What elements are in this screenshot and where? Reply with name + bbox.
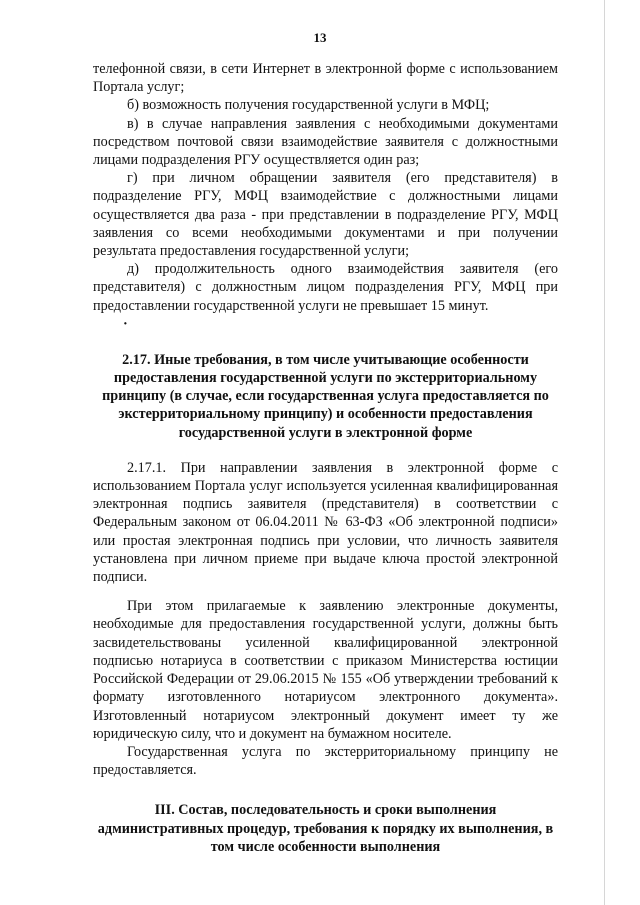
- page-number: 13: [313, 30, 327, 45]
- document-body: [93, 60, 558, 856]
- paragraph-item-v: в) в случае направления заявления с необходимыми документами посредством почтовой связи взаимодействие заявителя с должностными лицами подразделения РГУ осуществляется один раз;: [93, 115, 558, 169]
- stray-dot-mark: ·: [123, 315, 128, 332]
- paragraph-item-d: д) продолжительность одного взаимодействия заявителя (его представителя) с должностным лицом подразделения РГУ, МФЦ при предоставлении государственной услуги не превышает 15 минут.: [93, 261, 558, 314]
- paragraph-2-17-1: 2.17.1. При направлении заявления в электронной форме с использованием Портала услуг используется усиленная квалифицированная электронная подпись заявителя (представителя) в соответствии с Федеральным законом от 06.04.2011 № 63-ФЗ «Об электронной подписи» или простая электронная подпись при условии, что личность заявителя установлена при личном приеме при выдаче ключа простой электронной подписи.: [93, 459, 558, 586]
- paragraph-item-b: б) возможность получения государственной услуги в МФЦ;: [127, 97, 490, 114]
- scan-edge-line: [604, 0, 605, 905]
- section-3-heading: III. Состав, последовательность и сроки выполнения административных процедур, требования к порядку их выполнения, в том числе особенности выполнения: [97, 802, 554, 855]
- section-2-17-heading: 2.17. Иные требования, в том числе учитывающие особенности предоставления государственной услуги по экстерриториальному принципу (в случае, если государственная услуга предоставляется по экстерриториальному принципу) и особенности предоставления государственной услуги в электронной форме: [102, 351, 549, 441]
- paragraph-internet-continuation: телефонной связи, в сети Интернет в электронной форме с использованием Портала услуг;: [93, 61, 558, 96]
- paragraph-extraterritorial: Государственная услуга по экстерриториальному принципу не предоставляется.: [93, 743, 558, 779]
- paragraph-item-g: г) при личном обращении заявителя (его представителя) в подразделение РГУ, МФЦ взаимодействие с должностными лицами осуществляется два раза - при представлении в подразделение РГУ, МФЦ заявления со всеми необходимыми документами и при получении результата предоставления государственной услуги;: [93, 170, 558, 260]
- paragraph-attached-documents: При этом прилагаемые к заявлению электронные документы, необходимые для предоставления государственной услуги, должны быть засвидетельствованы усиленной квалифицированной электронной подписью нотариуса в соответствии с приказом Министерства юстиции Российской Федерации от 29.06.2015 № 155 «Об утверждении требований к формату изготовленного нотариусом электронного документа». Изготовленный нотариусом электронный документ имеет ту же юридическую силу, что и документ на бумажном носителе.: [93, 598, 558, 742]
